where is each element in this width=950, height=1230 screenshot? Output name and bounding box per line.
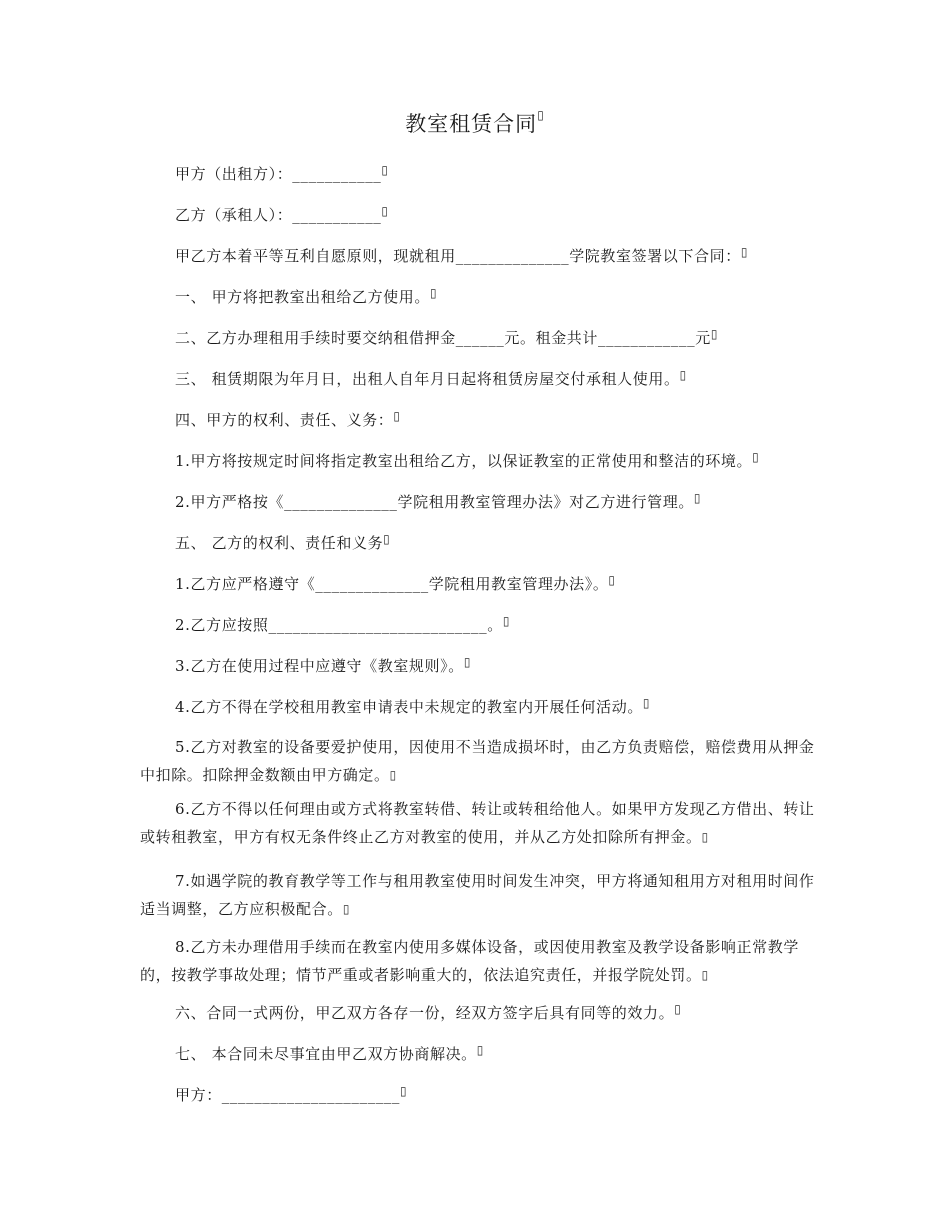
clause-4-item-2: 2.甲方严格按《______________学院租用教室管理办法》对乙方进行管理。▯ — [175, 491, 702, 511]
clause-5-item-2: 2.乙方应按照___________________________。▯ — [175, 614, 511, 634]
clause-5-item-5: 5.乙方对教室的设备要爱护使用，因使用不当造成损坏时，由乙方负责赔偿，赔偿费用从押金中扣除。扣除押金数额由甲方确定。▯ — [140, 738, 815, 784]
signature-party-a: 甲方：______________________▯ — [175, 1084, 408, 1104]
page-title: 教室租赁合同▯ — [405, 108, 545, 136]
clause-1: 一、 甲方将把教室出租给乙方使用。▯ — [175, 286, 438, 306]
clause-5-item-4: 4.乙方不得在学校租用教室申请表中未规定的教室内开展任何活动。▯ — [175, 696, 651, 716]
clause-3: 三、 租赁期限为年月日，出租人自年月日起将租赁房屋交付承租人使用。▯ — [175, 368, 687, 388]
clause-5-item-3: 3.乙方在使用过程中应遵守《教室规则》。▯ — [175, 655, 472, 675]
clause-5-item-6: 6.乙方不得以任何理由或方式将教室转借、转让或转租给他人。如果甲方发现乙方借出、转让或转租教室，甲方有权无条件终止乙方对教室的使用，并从乙方处扣除所有押金。▯ — [140, 800, 815, 846]
clause-5-item-1: 1.乙方应严格遵守《______________学院租用教室管理办法》。▯ — [175, 573, 616, 593]
paragraph-mark: ▯ — [537, 108, 545, 122]
clause-7: 七、 本合同未尽事宜由甲乙双方协商解决。▯ — [175, 1043, 484, 1063]
clause-4-heading: 四、甲方的权利、责任、义务：▯ — [175, 409, 401, 429]
clause-4-item-1: 1.甲方将按规定时间将指定教室出租给乙方，以保证教室的正常使用和整洁的环境。▯ — [175, 450, 760, 470]
clause-6: 六、合同一式两份，甲乙双方各存一份，经双方签字后具有同等的效力。▯ — [175, 1002, 682, 1022]
clause-5-item-8: 8.乙方未办理借用手续而在教室内使用多媒体设备，或因使用教室及教学设备影响正常教学的，按教学事故处理；情节严重或者影响重大的，依法追究责任，并报学院处罚。▯ — [140, 938, 799, 984]
clause-5-heading: 五、 乙方的权利、责任和义务▯ — [175, 532, 391, 552]
party-a-line: 甲方（出租方）：___________▯ — [175, 163, 389, 183]
party-b-line: 乙方（承租人）：___________▯ — [175, 204, 389, 224]
clause-2: 二、乙方办理租用手续时要交纳租借押金______元。租金共计____________元▯ — [175, 327, 719, 347]
clause-5-item-7: 7.如遇学院的教育教学等工作与租用教室使用时间发生冲突，甲方将通知租用方对租用时间作适当调整，乙方应积极配合。▯ — [140, 872, 815, 918]
intro-line: 甲乙方本着平等互利自愿原则，现就租用______________学院教室签署以下合同：▯ — [175, 245, 749, 265]
